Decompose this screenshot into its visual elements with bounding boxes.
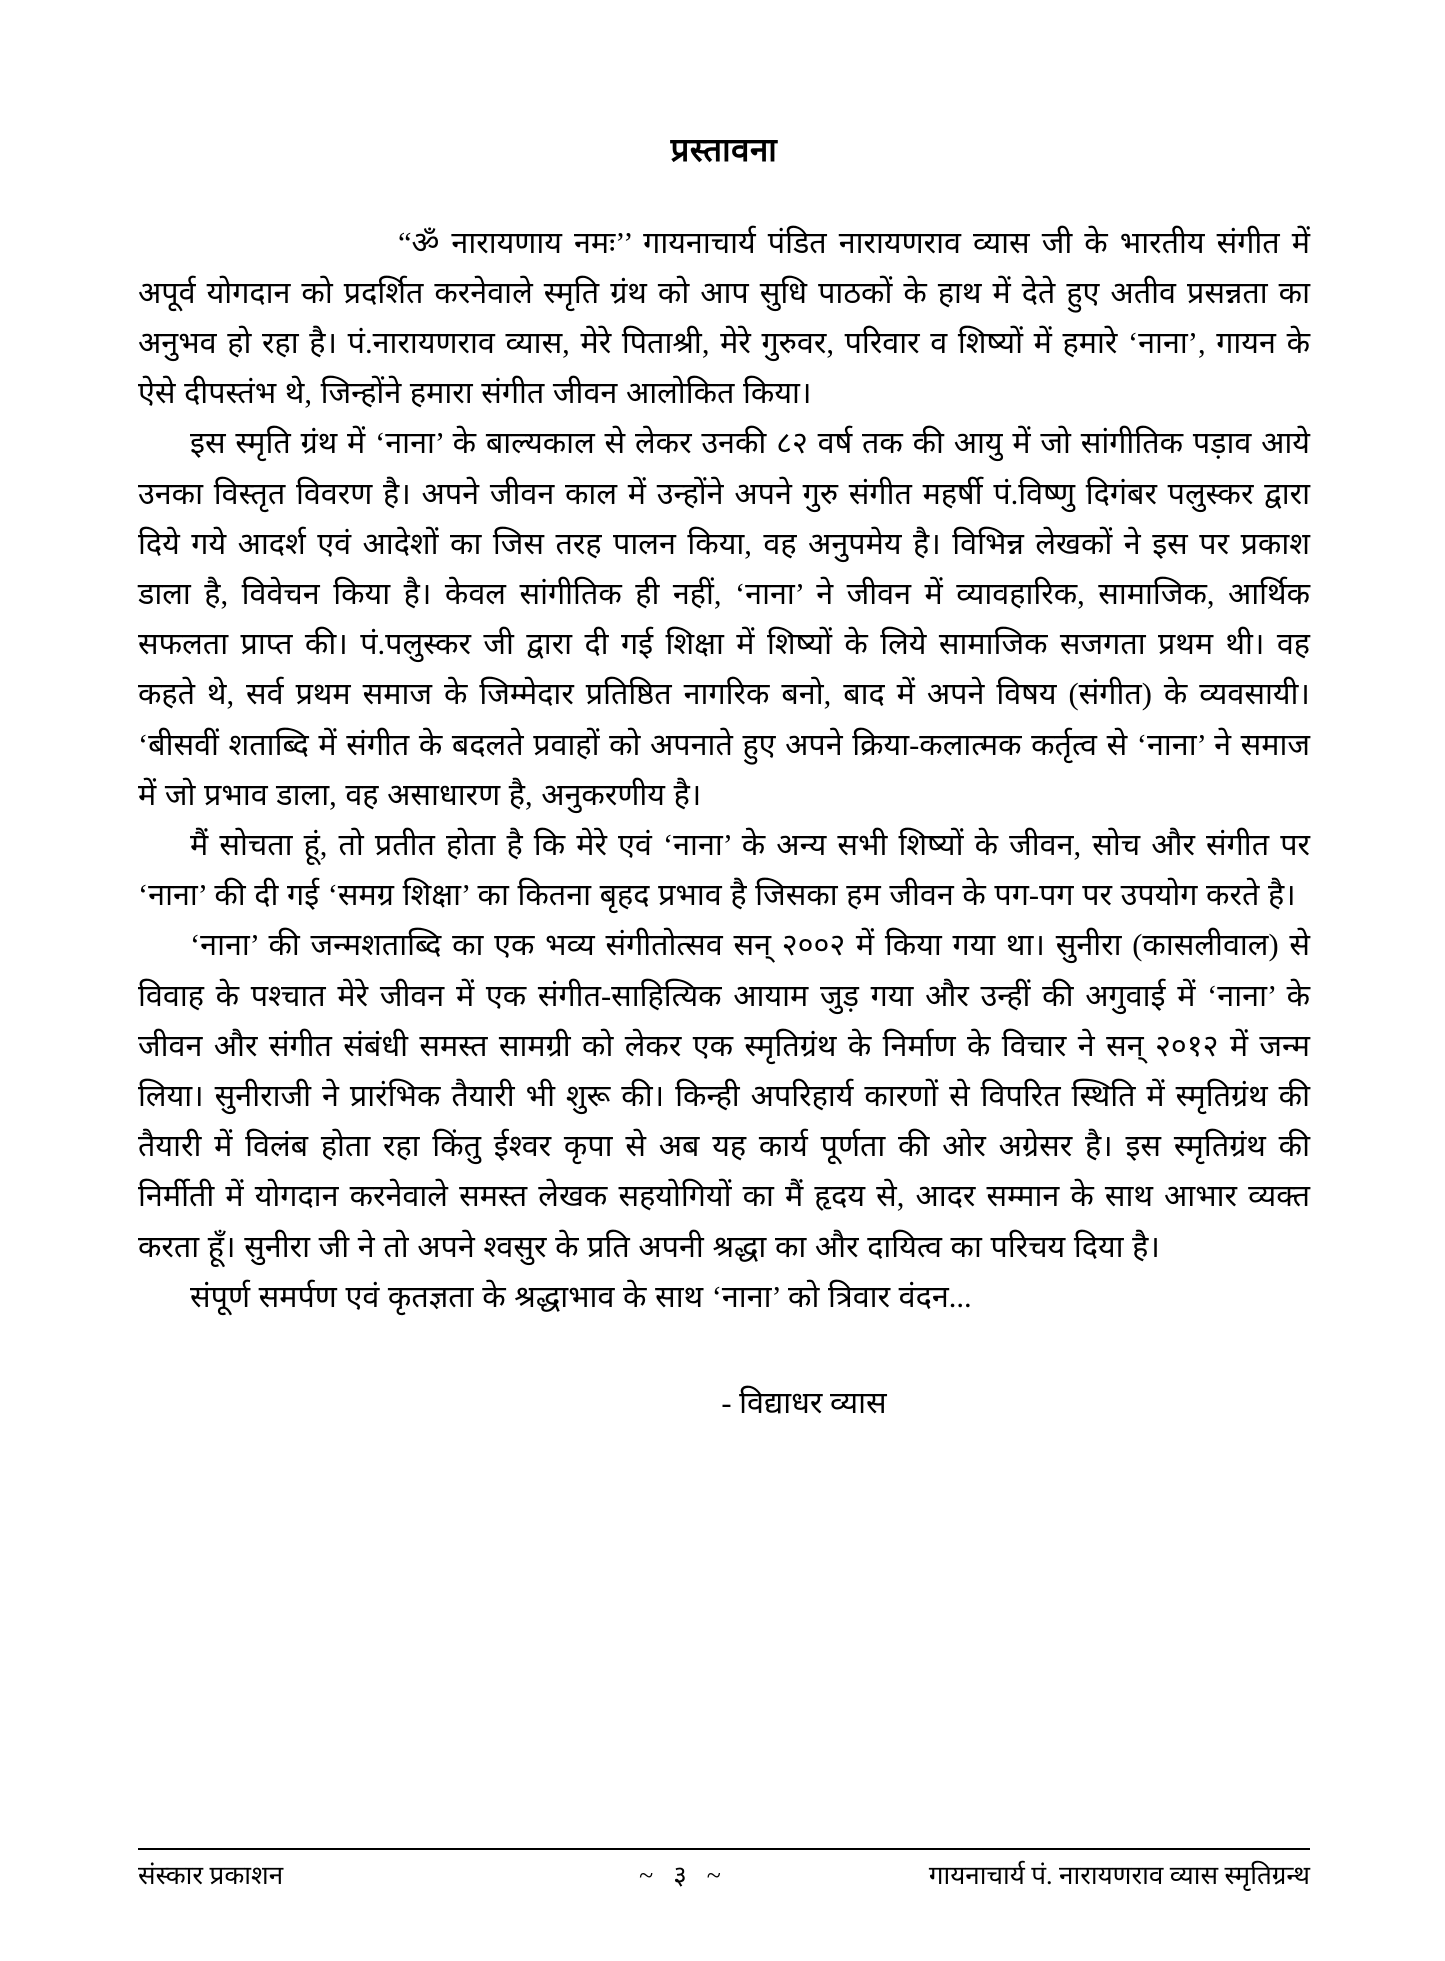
tilde-left-icon: ~ [639,1860,656,1890]
tilde-right-icon: ~ [706,1860,723,1890]
page-content [138,0,1310,1961]
page-footer [138,1848,1310,1893]
page-number: ३ [673,1860,689,1890]
paragraph-5: संपूर्ण समर्पण एवं कृतज्ञता के श्रद्धाभाव के साथ ‘नाना’ को त्रिवार वंदन... [190,1279,972,1314]
footer-divider [138,1848,1310,1850]
paragraph-3: मैं सोचता हूं, तो प्रतीत होता है कि मेरे एवं ‘नाना’ के अन्य सभी शिष्यों के जीवन, सोच और संगीत पर ‘नाना’ की दी गई ‘समग्र शिक्षा’ का कितना बृहद प्रभाव है जिसका हम जीवन के पग-पग पर उपयोग करते है। [138,828,1310,913]
footer-page-number-group [621,1858,741,1893]
page-title: प्रस्तावना [670,133,778,169]
author-signature: - विद्याधर व्यास [721,1386,887,1421]
paragraph-1: “ॐ नारायणाय नमः’’ गायनाचार्य पंडित नारायणराव व्यास जी के भारतीय संगीत में अपूर्व योगदान को प्रदर्शित करनेवाले स्मृति ग्रंथ को आप सुधि पाठकों के हाथ में देते हुए अतीव प्रसन्नता का अनुभव हो रहा है। पं.नारायणराव व्यास, मेरे पिताश्री, मेरे गुरुवर, परिवार व शिष्यों में हमारे ‘नाना’, गायन के ऐसे दीपस्तंभ थे, जिन्होंने हमारा संगीत जीवन आलोकित किया। [138,225,1310,411]
body-text-block [138,218,1310,1322]
paragraph-4: ‘नाना’ की जन्मशताब्दि का एक भव्य संगीतोत्सव सन् २००२ में किया गया था। सुनीरा (कासलीवाल) से विवाह के पश्चात मेरे जीवन में एक संगीत-साहित्यिक आयाम जुड़ गया और उन्हीं की अगुवाई में ‘नाना’ के जीवन और संगीत संबंधी समस्त सामग्री को लेकर एक स्मृतिग्रंथ के निर्माण के विचार ने सन् २०१२ में जन्म लिया। सुनीराजी ने प्रारंभिक तैयारी भी शुरू की। किन्ही अपरिहार्य कारणों से विपरित स्थिति में स्मृतिग्रंथ की तैयारी में विलंब होता रहा किंतु ईश्वर कृपा से अब यह कार्य पूर्णता की ओर अग्रेसर है। इस स्मृतिग्रंथ की निर्मीती में योगदान करनेवाले समस्त लेखक सहयोगियों का मैं हृदय से, आदर सम्मान के साथ आभार व्यक्त करता हूँ। सुनीरा जी ने तो अपने श्वसुर के प्रति अपनी श्रद्धा का और दायित्व का परिचय दिया है। [138,928,1310,1264]
paragraph-2: इस स्मृति ग्रंथ में ‘नाना’ के बाल्यकाल से लेकर उनकी ८२ वर्ष तक की आयु में जो सांगीतिक पड़ाव आये उनका विस्तृत विवरण है। अपने जीवन काल में उन्होंने अपने गुरु संगीत महर्षी पं.विष्णु दिगंबर पलुस्कर द्वारा दिये गये आदर्श एवं आदेशों का जिस तरह पालन किया, वह अनुपमेय है। विभिन्न लेखकों ने इस पर प्रकाश डाला है, विवेचन किया है। केवल सांगीतिक ही नहीं, ‘नाना’ ने जीवन में व्यावहारिक, सामाजिक, आर्थिक सफलता प्राप्त की। पं.पलुस्कर जी द्वारा दी गई शिक्षा में शिष्यों के लिये सामाजिक सजगता प्रथम थी। वह कहते थे, सर्व प्रथम समाज के जिम्मेदार प्रतिष्ठित नागरिक बनो, बाद में अपने विषय (संगीत) के व्यवसायी। ‘बीसवीं शताब्दि में संगीत के बदलते प्रवाहों को अपनाते हुए अपने क्रिया-कलात्मक कर्तृत्व से ‘नाना’ ने समाज में जो प्रभाव डाला, वह असाधारण है, अनुकरणीय है। [138,426,1310,812]
footer-book-title: गायनाचार्य पं. नारायणराव व्यास स्मृतिग्रन्थ [928,1860,1310,1890]
footer-row [138,1858,1310,1893]
footer-publisher: संस्कार प्रकाशन [138,1860,284,1890]
